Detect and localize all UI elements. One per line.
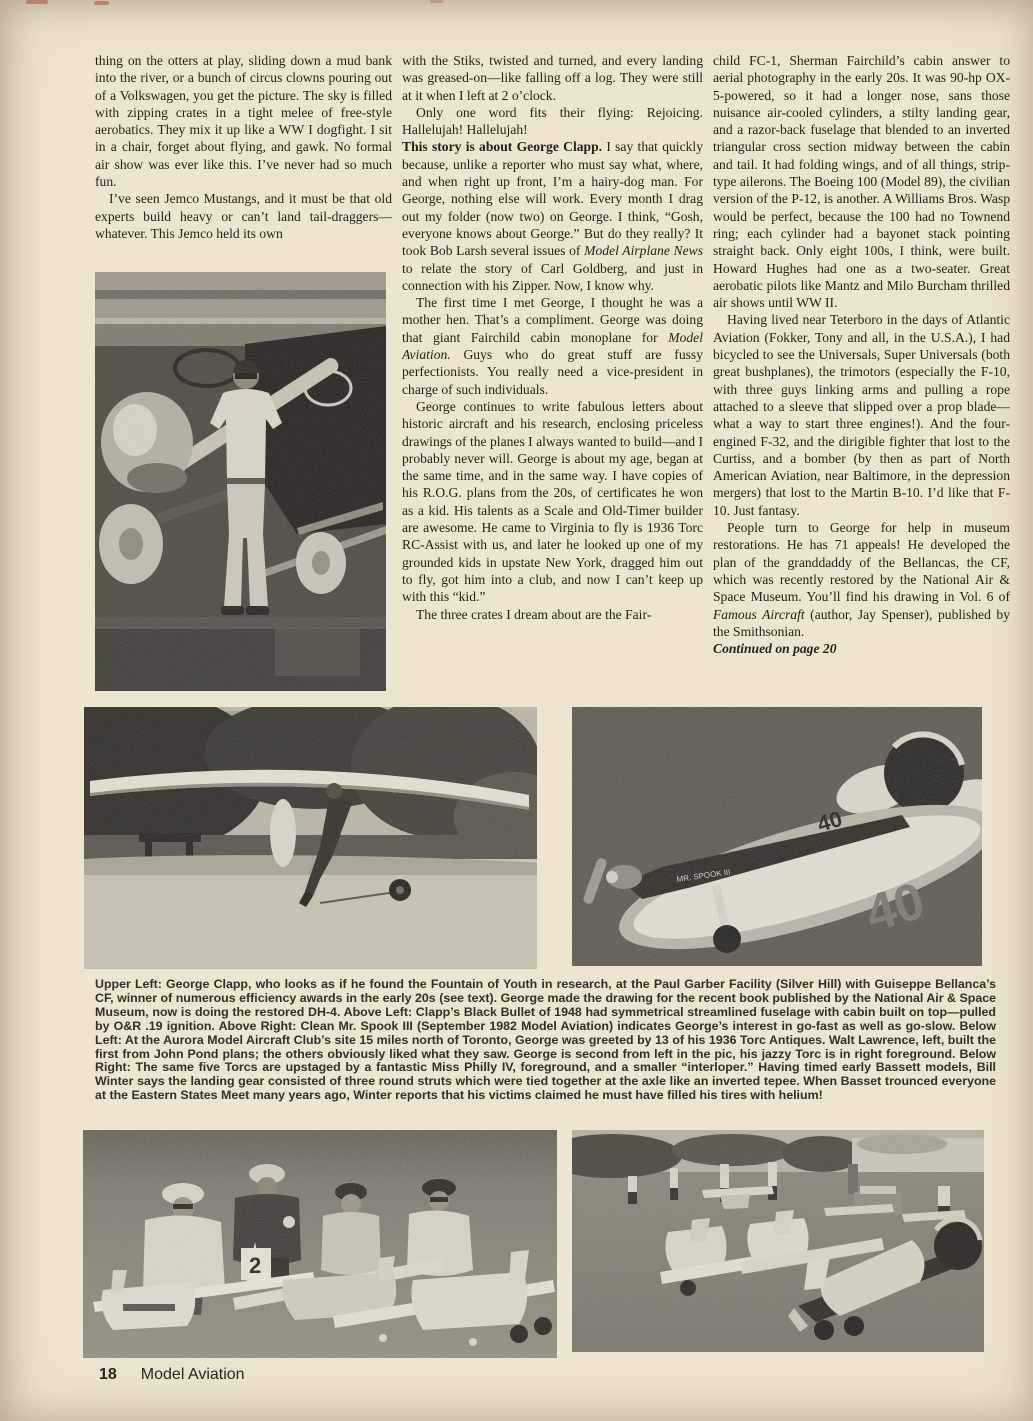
text-run: (author, Jay Spenser), published by the Smithsonian.	[713, 606, 1010, 639]
text-run-italic: Famous Aircraft	[713, 606, 805, 622]
scan-mark	[26, 0, 48, 4]
paragraph: The three crates I dream about are the Fair-	[416, 606, 652, 622]
paragraph: thing on the otters at play, sliding down a mud bank into the river, or a bunch of circus clowns pouring out of a Volkswagen, you get the picture. The sky is filled with zipping crates in a tight melee of free-style aerobatics. They mix it up like a WW I dogfight. I sit in a chair, forget about flying, and gawk. No formal air show was ever like this. I’ve never had so much fun.	[95, 53, 392, 190]
text-run: Guys who do great stuff are fussy perfectionists. You really need a vice-president in charge of such individuals.	[402, 347, 703, 397]
continued-notice: Continued on page 20	[713, 641, 837, 657]
text-run-bold: This story is about George Clapp.	[402, 139, 603, 155]
torc-group-photo-illustration	[83, 1130, 557, 1358]
paragraph: Having lived near Teterboro in the days of Atlantic Aviation (Fokker, Tony and all, in the U.S.A.), I had bicycled to see the Universals, Super Universals (both great bushplanes), the trimotors (especially the F-10, with three guys linking arms and pulling a rope attached to a sleeve that slipped over a prop blade—what a way to start three engines!). And the four-engined F-32, and the dirigible fighter that lost to the Curtiss, and a bomber (by then as part of North American Aviation, near Baltimore, in the depression mergers) that lost to the Martin B-10. I’d like that F-10. Just fantasy.	[713, 312, 1010, 518]
text-run: to relate the story of Carl Goldberg, and just in connection with his Zipper. Now, I know why.	[402, 260, 703, 293]
field-photo-illustration	[572, 1130, 984, 1352]
paragraph	[402, 294, 703, 398]
photo-caption-block: Upper Left: George Clapp, who looks as if he found the Fountain of Youth in research, at the Paul Garber Facility (Silver Hill) with Guiseppe Bellanca’s CF, winner of numerous efficiency awards in the early 20s (see text). George made the drawing for the recent book published by the National Air & Space Museum, now is doing the restored DH-4. Above Left: Clapp’s Black Bullet of 1948 had symmetrical streamlined fuselage with cabin built on top—pulled by O&R .19 ignition. Above Right: Clean Mr. Spook III (September 1982 Model Aviation) indicates George’s interest in go-fast as well as go-slow. Below Left: At the Aurora Model Aircraft Club’s site 15 miles north of Toronto, George was greeted by 13 of his 1936 Torc Antiques. Walt Lawrence, left, built the first from John Pond plans; the others obviously liked what they saw. George is second from left in the pic, his jazzy Torc is in right foreground. Below Right: The same five Torcs are upstaged by a fantastic Miss Philly IV, foreground, and a smaller “interloper.” Having timed early Bassett models, Bill Winter says the landing gear consisted of three round struts which were tied together at the axle like an inverted tepee. When Basset trounced everyone at the Eastern States Meet many years ago, Winter reports that his victims claimed he must have filled his tires with helium!	[95, 977, 996, 1103]
page-footer	[99, 1366, 245, 1384]
photo-george-clapp-hangar	[95, 272, 386, 691]
mr-spook-photo-illustration	[572, 707, 982, 966]
text-run: The first time I met George, I thought he was a mother hen. That’s a compliment. George was doing that giant Fairchild cabin monoplane for	[402, 295, 703, 345]
paragraph	[713, 519, 1010, 640]
photo-black-bullet-field	[84, 707, 537, 969]
photo-torcs-miss-philly	[572, 1130, 984, 1352]
text-run-italic: Model Aviation.	[402, 329, 703, 363]
black-bullet-photo-illustration	[84, 707, 537, 969]
article-column-3	[713, 52, 1010, 657]
scan-mark	[430, 0, 443, 3]
text-run-italic: Model Airplane News	[584, 243, 704, 259]
article-column-2	[402, 52, 703, 623]
text-run: People turn to George for help in museum restorations. He has 71 appeals! He developed the plan of the granddaddy of the Bellancas, the CF, which was recently restored by the National Air & Space Museum. You’ll find his drawing in Vol. 6 of	[713, 520, 1010, 605]
magazine-title: Model Aviation	[140, 1366, 245, 1383]
paragraph: with the Stiks, twisted and turned, and every landing was greased-on—like falling off a log. They were still at it when I left at 2 o’clock.	[402, 53, 703, 103]
paragraph: child FC-1, Sherman Fairchild’s cabin answer to aerial photography in the early 20s. It was 90-hp OX-5-powered, so it had a longer nose, sans those nuisance air-cooled cylinders, a stilty landing gear, and a razor-back fuselage that blended to an inverted triangular cross section midway between the cabin and tail. It had folding wings, and of all things, strip-type ailerons. The Boeing 100 (Model 89), the civilian version of the P-12, is another. A Williams Bros. Wasp would be perfect, because the 100 had no Townend ring; each cylinder had a bayonet stack pointing straight back. Only eight 100s, I think, were built. Howard Hughes had one as a two-seater. Great aerobatic pilots like Mantz and Milo Burcham thrilled air shows until WW II.	[713, 53, 1010, 311]
article-column-1	[95, 52, 392, 242]
page-number: 18	[99, 1366, 117, 1383]
photo-mr-spook	[572, 707, 982, 966]
paragraph: Only one word fits their flying: Rejoicing. Hallelujah! Hallelujah!	[402, 104, 703, 138]
paragraph: George continues to write fabulous letters about historic aircraft and his research, enclosing priceless drawings of the planes I always wanted to build—and I probably never will. George is about my age, began at the same time, and in the same way. I have copies of his R.O.G. plans from the 20s, of certificates he won as a kid. His talents as a Scale and Old-Timer builder are awesome. He came to Virginia to fly is 1936 Torc RC-Assist with us, and later he looked up one of my grounded kids in upstate New York, dragged him out to fly, got him into a club, and now I can’t keep up with this “kid.”	[402, 398, 703, 605]
paragraph: I’ve seen Jemco Mustangs, and it must be that old experts build heavy or can’t land tail-draggers—whatever. This Jemco held its own	[95, 191, 392, 241]
text-run: I say that quickly because, unlike a reporter who must say what, where, and when right up front, I’m a hairy-dog man. For George, nothing else will work. Every month I drag out my folder (now two) on George. I think, “Gosh, everyone knows about George.” But do they really? It took Bob Larsh several issues of	[402, 139, 703, 259]
photo-torc-group	[83, 1130, 557, 1358]
paragraph-story-lead	[402, 138, 703, 294]
hangar-photo-illustration	[95, 272, 386, 691]
scan-mark	[94, 1, 109, 5]
